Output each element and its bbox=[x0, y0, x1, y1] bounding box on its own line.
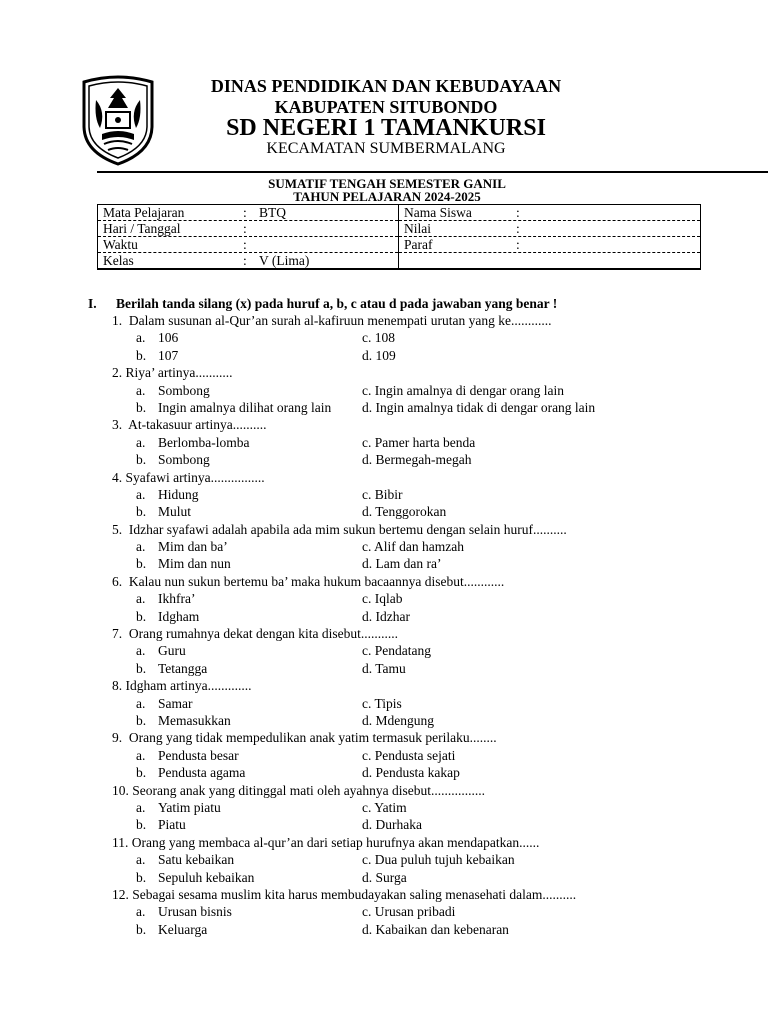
question-7 bbox=[112, 625, 762, 642]
option-row bbox=[112, 903, 762, 920]
option-d[interactable]: d. Ingin amalnya tidak di dengar orang lain bbox=[362, 399, 596, 415]
option-letter-a: a. bbox=[136, 434, 146, 450]
time-colon: : bbox=[243, 237, 247, 252]
school-title: SD NEGERI 1 TAMANKURSI bbox=[226, 115, 546, 141]
question-gap bbox=[122, 730, 129, 745]
option-a[interactable]: Pendusta besar bbox=[158, 747, 239, 763]
option-a[interactable]: Satu kebaikan bbox=[158, 852, 235, 868]
option-a[interactable]: Sombong bbox=[158, 382, 210, 398]
header-divider bbox=[97, 171, 768, 173]
option-letter-a: a. bbox=[136, 852, 146, 868]
option-letter-b: b. bbox=[136, 869, 147, 885]
option-row bbox=[112, 451, 762, 468]
score-label: Nilai bbox=[404, 221, 431, 236]
option-d[interactable]: d. Kabaikan dan kebenaran bbox=[362, 921, 509, 937]
option-a[interactable]: Guru bbox=[158, 643, 186, 659]
question-gap bbox=[122, 626, 129, 641]
question-gap bbox=[122, 313, 129, 328]
option-row bbox=[112, 816, 762, 833]
time-cell[interactable] bbox=[98, 237, 399, 253]
option-b[interactable]: Mim dan nun bbox=[158, 556, 231, 572]
option-row bbox=[112, 555, 762, 572]
option-letter-b: b. bbox=[136, 347, 147, 363]
question-number: 6. bbox=[112, 573, 123, 589]
option-a[interactable]: Hidung bbox=[158, 486, 199, 502]
option-c[interactable]: c. Dua puluh tujuh kebaikan bbox=[362, 852, 515, 868]
option-letter-b: b. bbox=[136, 921, 147, 937]
question-number: 5. bbox=[112, 521, 123, 537]
student-info-table bbox=[97, 204, 701, 270]
question-text: Orang rumahnya dekat dengan kita disebut........... bbox=[128, 626, 399, 642]
question-text: Kalau nun sukun bertemu ba’ maka hukum bacaannya disebut............ bbox=[128, 573, 505, 589]
option-row bbox=[112, 399, 762, 416]
question-number: 9. bbox=[112, 730, 123, 746]
option-d[interactable]: d. 109 bbox=[362, 347, 396, 363]
name-label: Nama Siswa bbox=[404, 205, 472, 220]
option-letter-a: a. bbox=[136, 591, 146, 607]
date-colon: : bbox=[243, 221, 247, 236]
question-12 bbox=[112, 886, 762, 903]
option-c[interactable]: c. Alif dan hamzah bbox=[362, 539, 464, 555]
question-text: Orang yang tidak mempedulikan anak yatim termasuk perilaku........ bbox=[128, 730, 497, 746]
option-b[interactable]: Mulut bbox=[158, 504, 192, 520]
question-number: 11. bbox=[112, 834, 129, 850]
option-a[interactable]: Samar bbox=[158, 695, 193, 711]
option-row bbox=[112, 347, 762, 364]
option-letter-b: b. bbox=[136, 556, 147, 572]
option-row bbox=[112, 695, 762, 712]
option-row bbox=[112, 538, 762, 555]
option-c[interactable]: c. Pamer harta benda bbox=[362, 434, 476, 450]
question-text: Orang yang membaca al-qur’an dari setiap hurufnya akan mendapatkan...... bbox=[131, 834, 540, 850]
option-b[interactable]: Pendusta agama bbox=[158, 765, 246, 781]
score-colon: : bbox=[516, 221, 520, 236]
option-c[interactable]: c. 108 bbox=[362, 330, 395, 346]
option-letter-b: b. bbox=[136, 399, 147, 415]
option-letter-a: a. bbox=[136, 799, 146, 815]
name-cell[interactable] bbox=[399, 205, 701, 221]
class-value: V (Lima) bbox=[259, 253, 310, 268]
sign-label: Paraf bbox=[404, 237, 433, 252]
question-number: 3. bbox=[112, 417, 123, 433]
option-c[interactable]: c. Pendusta sejati bbox=[362, 747, 456, 763]
option-letter-a: a. bbox=[136, 695, 146, 711]
question-10 bbox=[112, 782, 762, 799]
option-letter-b: b. bbox=[136, 817, 147, 833]
subject-value: BTQ bbox=[259, 205, 286, 220]
option-d[interactable]: d. Tamu bbox=[362, 660, 406, 676]
class-colon: : bbox=[243, 253, 247, 268]
option-b[interactable]: Sepuluh kebaikan bbox=[158, 869, 255, 885]
option-letter-a: a. bbox=[136, 643, 146, 659]
question-number: 1. bbox=[112, 313, 123, 328]
option-letter-b: b. bbox=[136, 452, 147, 468]
question-8 bbox=[112, 677, 762, 694]
sign-colon: : bbox=[516, 237, 520, 252]
option-d[interactable]: d. Bermegah-megah bbox=[362, 452, 472, 468]
name-colon: : bbox=[516, 205, 520, 220]
option-d[interactable]: d. Lam dan ra’ bbox=[362, 556, 442, 572]
option-row bbox=[112, 608, 762, 625]
option-c[interactable]: c. Ingin amalnya di dengar orang lain bbox=[362, 382, 565, 398]
question-2 bbox=[112, 364, 762, 381]
option-d[interactable]: d. Surga bbox=[362, 869, 407, 885]
option-a[interactable]: Ikhfra’ bbox=[158, 591, 196, 607]
question-number: 4. bbox=[112, 469, 123, 485]
question-text: Seorang anak yang ditinggal mati oleh ayahnya disebut................ bbox=[132, 782, 486, 798]
question-text: Riya’ artinya........... bbox=[125, 365, 233, 381]
option-row bbox=[112, 382, 762, 399]
question-text: Dalam susunan al-Qur’an surah al-kafiruun menempati urutan yang ke............ bbox=[128, 313, 552, 328]
option-b[interactable]: 107 bbox=[158, 347, 179, 363]
question-9 bbox=[112, 729, 762, 746]
question-number: 8. bbox=[112, 678, 123, 694]
question-6 bbox=[112, 573, 762, 590]
date-cell[interactable] bbox=[98, 221, 399, 237]
option-letter-b: b. bbox=[136, 608, 147, 624]
agency-title: DINAS PENDIDIKAN DAN KEBUDAYAAN bbox=[210, 76, 562, 96]
option-row bbox=[112, 590, 762, 607]
option-row bbox=[112, 921, 762, 938]
question-text: Sebagai sesama muslim kita harus membudayakan saling menasehati dalam.......... bbox=[132, 886, 577, 902]
option-letter-b: b. bbox=[136, 712, 147, 728]
option-d[interactable]: d. Durhaka bbox=[362, 817, 422, 833]
regency-crest-logo bbox=[78, 74, 158, 166]
question-number: 2. bbox=[112, 365, 123, 381]
option-letter-a: a. bbox=[136, 486, 146, 502]
question-gap bbox=[122, 522, 129, 537]
subject-colon: : bbox=[243, 205, 247, 220]
question-text: At-takasuur artinya.......... bbox=[128, 417, 267, 433]
option-b[interactable]: Idgham bbox=[158, 608, 200, 624]
option-a[interactable]: 106 bbox=[158, 330, 179, 346]
option-c[interactable]: c. Yatim bbox=[362, 799, 407, 815]
option-letter-b: b. bbox=[136, 504, 147, 520]
question-3 bbox=[112, 416, 762, 433]
regency-title: KABUPATEN SITUBONDO bbox=[274, 97, 498, 117]
district-title: KECAMATAN SUMBERMALANG bbox=[266, 140, 506, 157]
option-row bbox=[112, 642, 762, 659]
option-letter-a: a. bbox=[136, 747, 146, 763]
option-row bbox=[112, 747, 762, 764]
question-number: 12. bbox=[112, 886, 129, 902]
option-row bbox=[112, 329, 762, 346]
question-11 bbox=[112, 834, 762, 851]
option-row bbox=[112, 660, 762, 677]
exam-title: SUMATIF TENGAH SEMESTER GANIL bbox=[268, 176, 506, 191]
question-1 bbox=[112, 312, 762, 329]
option-letter-b: b. bbox=[136, 765, 147, 781]
date-label: Hari / Tanggal bbox=[103, 221, 181, 236]
option-c[interactable]: c. Urusan pribadi bbox=[362, 904, 456, 920]
option-letter-a: a. bbox=[136, 904, 146, 920]
question-gap bbox=[122, 574, 129, 589]
option-row bbox=[112, 712, 762, 729]
question-list bbox=[112, 312, 762, 938]
option-b[interactable]: Keluarga bbox=[158, 921, 208, 937]
subject-cell bbox=[98, 205, 399, 221]
option-row bbox=[112, 503, 762, 520]
section-heading bbox=[88, 296, 557, 312]
option-c[interactable]: c. Tipis bbox=[362, 695, 402, 711]
option-c[interactable]: c. Bibir bbox=[362, 486, 403, 502]
option-letter-a: a. bbox=[136, 539, 146, 555]
option-letter-a: a. bbox=[136, 382, 146, 398]
question-number: 10. bbox=[112, 782, 129, 798]
exam-year: TAHUN PELAJARAN 2024-2025 bbox=[293, 189, 481, 204]
option-a[interactable]: Yatim piatu bbox=[158, 799, 221, 815]
question-text: Idgham artinya............. bbox=[125, 678, 252, 694]
subject-label: Mata Pelajaran bbox=[103, 205, 185, 220]
blank-cell bbox=[399, 253, 701, 270]
option-d[interactable]: d. Mdengung bbox=[362, 712, 434, 728]
option-a[interactable]: Mim dan ba’ bbox=[158, 539, 228, 555]
option-row bbox=[112, 434, 762, 451]
option-a[interactable]: Urusan bisnis bbox=[158, 904, 232, 920]
option-row bbox=[112, 851, 762, 868]
score-cell[interactable] bbox=[399, 221, 701, 237]
question-number: 7. bbox=[112, 626, 123, 642]
question-text: Idzhar syafawi adalah apabila ada mim sukun bertemu dengan selain huruf.......... bbox=[128, 521, 567, 537]
option-b[interactable]: Ingin amalnya dilihat orang lain bbox=[158, 399, 332, 415]
class-label: Kelas bbox=[103, 253, 134, 268]
class-cell bbox=[98, 253, 399, 270]
option-b[interactable]: Piatu bbox=[158, 817, 186, 833]
option-row bbox=[112, 486, 762, 503]
option-letter-a: a. bbox=[136, 330, 146, 346]
question-text: Syafawi artinya................ bbox=[125, 469, 265, 485]
option-b[interactable]: Memasukkan bbox=[158, 712, 231, 728]
section-instruction: Berilah tanda silang (x) pada huruf a, b, c atau d pada jawaban yang benar ! bbox=[116, 296, 558, 311]
time-label: Waktu bbox=[103, 237, 138, 252]
option-row bbox=[112, 869, 762, 886]
option-row bbox=[112, 764, 762, 781]
option-c[interactable]: c. Iqlab bbox=[362, 591, 403, 607]
option-c[interactable]: c. Pendatang bbox=[362, 643, 431, 659]
option-d[interactable]: d. Tenggorokan bbox=[362, 504, 447, 520]
option-b[interactable]: Tetangga bbox=[158, 660, 208, 676]
question-4 bbox=[112, 469, 762, 486]
option-b[interactable]: Sombong bbox=[158, 452, 210, 468]
question-5 bbox=[112, 521, 762, 538]
option-d[interactable]: d. Idzhar bbox=[362, 608, 410, 624]
sign-cell[interactable] bbox=[399, 237, 701, 253]
option-row bbox=[112, 799, 762, 816]
section-numeral: I. bbox=[88, 296, 97, 311]
option-letter-b: b. bbox=[136, 660, 147, 676]
option-d[interactable]: d. Pendusta kakap bbox=[362, 765, 460, 781]
option-a[interactable]: Berlomba-lomba bbox=[158, 434, 250, 450]
